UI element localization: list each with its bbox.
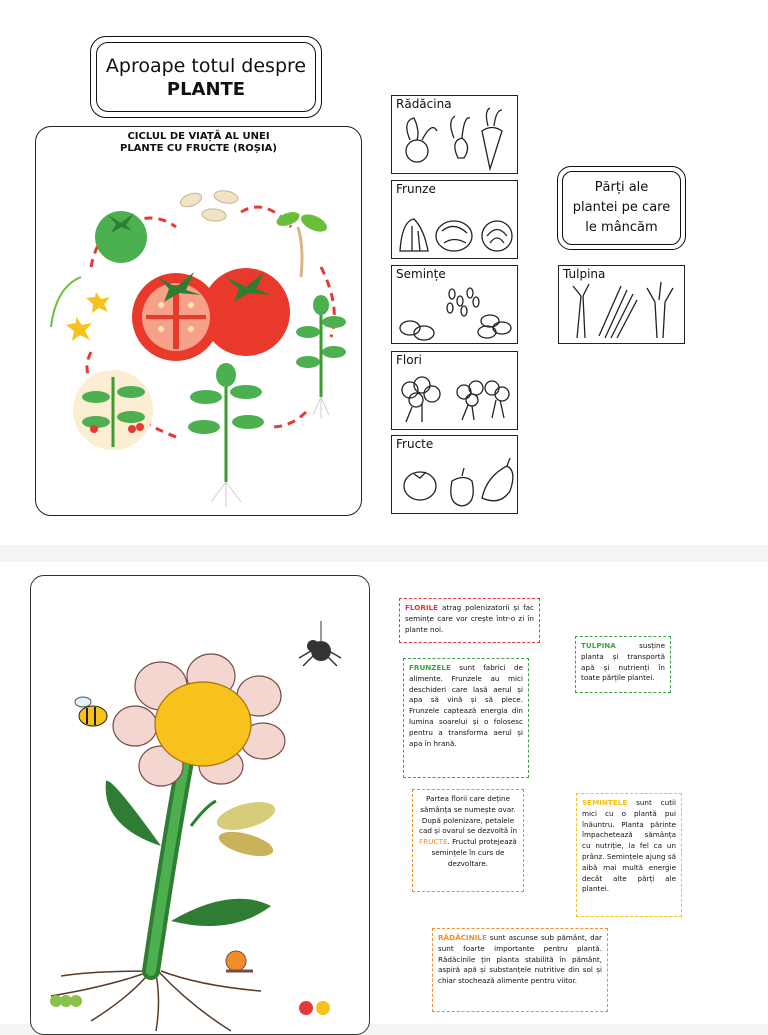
- leek-icon: [647, 282, 673, 338]
- flower-center-icon: [155, 682, 251, 766]
- beet-icon: [406, 140, 428, 162]
- flower-illustration: [31, 576, 370, 1035]
- category-label: Tulpina: [563, 267, 606, 281]
- eggplant-icon: [482, 466, 513, 501]
- category-card-frunze: [391, 180, 518, 259]
- flower-icon: [51, 277, 110, 341]
- spider-icon: [299, 621, 341, 666]
- category-label: Frunze: [396, 182, 436, 196]
- green-tomato-icon: [95, 211, 147, 263]
- fruiting-plant-icon: [73, 370, 153, 450]
- root-vegetables-icon: [392, 96, 519, 175]
- edible-parts-card: [557, 166, 686, 250]
- seed-pod-icon: [191, 797, 278, 861]
- lettuce-icon: [400, 219, 428, 251]
- edible-parts-line-2: plantei pe care: [572, 200, 671, 215]
- category-card-fructe: [391, 435, 518, 514]
- ladybug-icon: [299, 1001, 330, 1015]
- category-label: Rădăcina: [396, 97, 452, 111]
- seeds-icon: [392, 266, 519, 345]
- broccoli-icon: [485, 381, 509, 418]
- note-frunze: FRUNZELE sunt fabrici de alimente. Frunzele au mici deschideri care lasă aerul și apa să vină și să plece. Frunzele captează energia din lumina soarelui și o folosesc pentru a transforma aerul și apa în hrană.: [403, 658, 529, 778]
- edible-parts-line-1: Părți ale: [594, 180, 649, 195]
- category-label: Fructe: [396, 437, 434, 451]
- title-card: [90, 36, 322, 118]
- title-line-1: Aproape totul despre: [105, 54, 307, 77]
- leaf-vegetables-icon: [392, 181, 519, 260]
- category-card-radacina: [391, 95, 518, 174]
- tomato-icon: [132, 268, 290, 361]
- cabbage-icon: [436, 221, 472, 251]
- note-seminte: SEMINȚELE sunt cutii mici cu o plantă pui înăuntru. Planta părinte împachetează sămânța cu nutriție, la fel ca un prânz. Semințele ajung să aibă mai multă energie decât alte părți ale plantei.: [576, 793, 682, 917]
- leaf-icon: [106, 781, 161, 846]
- broccoli-icon: [457, 381, 483, 420]
- caterpillar-icon: [50, 995, 82, 1007]
- life-cycle-title: CICLUL DE VIAȚĂ AL UNEI PLANTE CU FRUCTE (ROȘIA): [119, 131, 277, 154]
- snail-icon: [226, 951, 253, 971]
- stem-vegetables-icon: [559, 266, 686, 345]
- category-card-seminte: [391, 265, 518, 344]
- cauliflower-icon: [402, 377, 440, 422]
- note-tulpina: TULPINA susține planta și transportă apă și nutrienți în toate părțile plantei.: [575, 636, 671, 693]
- edible-parts-line-3: le mâncăm: [585, 220, 658, 235]
- asparagus-icon: [599, 286, 637, 338]
- category-label: Semințe: [396, 267, 446, 281]
- young-plant-icon: [296, 295, 346, 419]
- life-cycle-panel: [35, 126, 362, 516]
- title-line-2: PLANTE: [166, 78, 246, 100]
- flower-vegetables-icon: [392, 352, 519, 431]
- leaf-icon: [171, 899, 271, 926]
- note-fructe: Partea florii care deține sămânța se numește ovar. După polenizare, petalele cad și ovarul se dezvoltă în FRUCTE. Fructul protejează semințele în curs de dezvoltare.: [412, 789, 524, 892]
- leek-icon: [573, 284, 589, 338]
- tomato-plant-icon: [188, 363, 264, 507]
- category-card-flori: [391, 351, 518, 430]
- tomato-icon: [404, 472, 436, 500]
- seed-icon: [179, 189, 239, 222]
- life-cycle-illustration: [36, 127, 363, 517]
- fruit-vegetables-icon: [392, 436, 519, 515]
- note-flori: FLORILE atrag polenizatorii și fac semințe care vor crește într-o zi în plante noi.: [399, 598, 540, 643]
- category-label: Flori: [396, 353, 422, 367]
- category-card-tulpina: [558, 265, 685, 344]
- roots-icon: [51, 971, 261, 1031]
- pepper-icon: [451, 478, 474, 507]
- beet-icon: [455, 138, 468, 158]
- bee-icon: [75, 697, 107, 726]
- note-radacini: RĂDĂCINILE sunt ascunse sub pământ, dar sunt foarte importante pentru plantă. Rădăcinile țin planta stabilită în pământ, aspiră apă și substanțele nutritive din sol și chiar stochează alimente pentru viitor.: [432, 928, 608, 1012]
- cabbage-icon: [482, 221, 512, 251]
- flower-anatomy-panel: [30, 575, 370, 1035]
- carrot-icon: [482, 128, 502, 170]
